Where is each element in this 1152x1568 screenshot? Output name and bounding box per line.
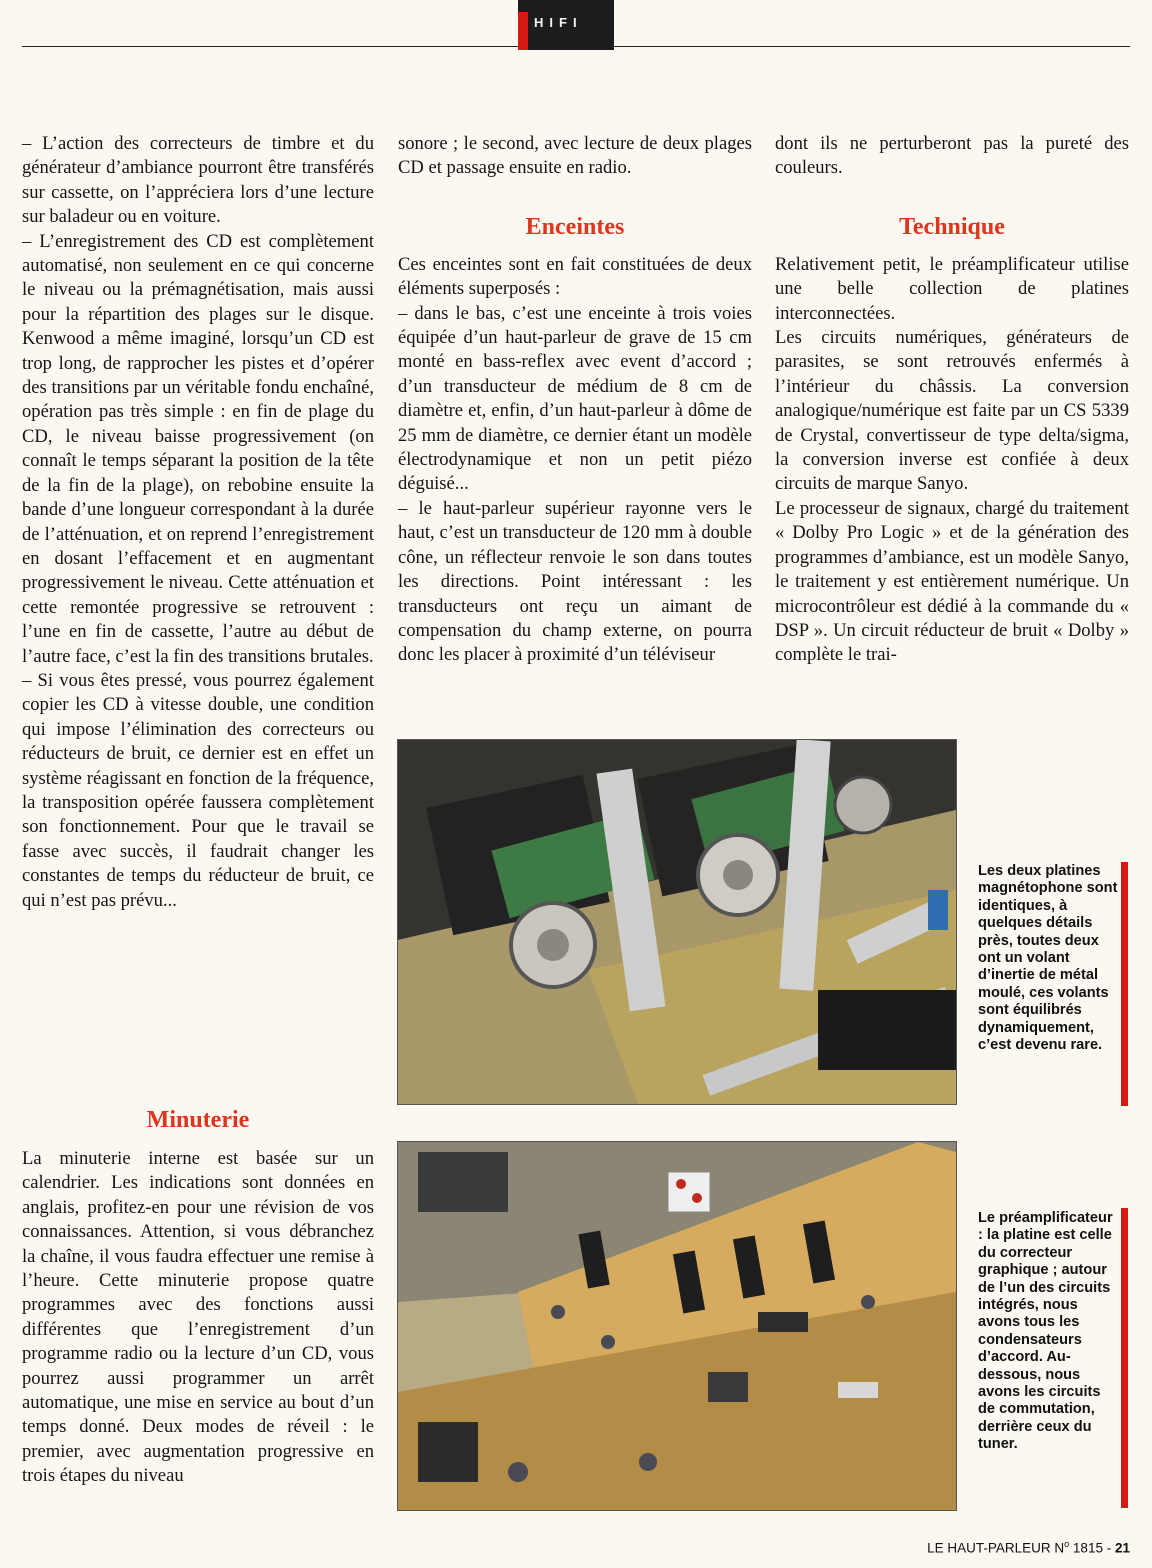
paragraph: Relativement petit, le préamplificateur utilise une belle collection de platines interconnectées. — [775, 253, 1129, 324]
paragraph: dont ils ne perturberont pas la pureté des couleurs. — [775, 133, 1129, 179]
photo-preamplifier — [397, 1141, 957, 1511]
section-label: HIFI — [534, 15, 583, 30]
column-2 — [398, 132, 752, 668]
photo-1-caption: Les deux platines magnétophone sont identiques, à quelques détails près, toutes deux ont un volant d’inertie de métal moulé, ces volants sont équilibrés dynamiquement, c’est devenu rare. — [978, 863, 1118, 1054]
paragraph: – L’action des correcteurs de timbre et du générateur d’ambiance pourront être transférés sur cassette, on l’appréciera lors d’une lecture sur baladeur ou en voiture. — [22, 133, 374, 228]
paragraph: – le haut-parleur supérieur rayonne vers le haut, c’est un transducteur de 120 mm à double cône, un réflecteur renvoie le son dans toutes les directions. Point intéressant : les transducteurs ont reçu un aimant de compensation du champ externe, on pourra donc les placer à proximité d’un téléviseur — [398, 497, 752, 666]
paragraph: Le processeur de signaux, chargé du traitement « Dolby Pro Logic » et de la génération des programmes d’ambiance, est un modèle Sanyo, le traitement y est entièrement numérique. Un microcontrôleur est dédié à la commande du « DSP ». Un circuit réducteur de bruit « Dolby » complète le trai- — [775, 497, 1129, 666]
enceintes-heading: Enceintes — [525, 213, 625, 240]
page-footer — [927, 1539, 1130, 1556]
paragraph: – L’enregistrement des CD est complètement automatisé, non seulement en ce qui concerne le niveau ou la prémagnétisation, mais aussi pour la répartition des plages sur le disque. Kenwood a même imaginé, lorsqu’un CD est trop long, de rapprocher les pistes et d’opérer des transitions par un véritable fondu enchaîné, opération pas très simple : en fin de plage du CD, le niveau baisse progressivement (on connaît le temps séparant la position de la tête de la fin de la plage), on rebobine ensuite la bande d’une longueur correspondant à la durée de l’atténuation, et on reprend l’enregistrement en dosant l’effacement et en augmentant progressivement le niveau. Cette atténuation et cette remontée progressive se retrouvent : l’une en fin de cassette, l’autre au début de l’autre face, c’est la fin des transitions brutales. — [22, 230, 374, 667]
photo-2-caption: Le préamplificateur : la platine est celle du correcteur graphique ; autour de l’un des circuits intégrés, nous avons tous les condensateurs d’accord. Au-dessous, nous avons les circuits de commutation, derrière ceux du tuner. — [978, 1210, 1113, 1453]
caption-accent-bar — [1121, 1208, 1128, 1508]
caption-accent-bar — [1121, 862, 1128, 1106]
paragraph: – dans le bas, c’est une enceinte à trois voies équipée d’un haut-parleur de grave de 15 cm monté en bass-reflex avec event d’accord ; d’un transducteur de médium de 8 cm de diamètre et, enfin, d’un haut-parleur à dôme de 25 mm de diamètre, ce dernier étant un modèle électrodynamique et non un petit piézo déguisé... — [398, 302, 752, 495]
issue-prefix: o — [1064, 1539, 1070, 1549]
paragraph: Les circuits numériques, générateurs de parasites, se sont retrouvés enfermés à l’intérieur du châssis. La conversion analogique/numérique est faite par un CS 5339 de Crystal, convertisseur de type delta/sigma, la conversion inverse est confiée à deux circuits de marque Sanyo. — [775, 327, 1129, 495]
page-number: 21 — [1114, 1540, 1130, 1556]
technique-heading: Technique — [899, 213, 1005, 240]
photo-cassette-decks — [397, 739, 957, 1105]
paragraph: sonore ; le second, avec lecture de deux plages CD et passage ensuite en radio. — [398, 133, 752, 179]
paragraph: – Si vous êtes pressé, vous pourrez également copier les CD à vitesse double, une condition qui impose l’élimination des correcteurs ou réducteurs de bruit, ce dernier est en effet un système réagissant en fonction de la fréquence, la transposition opérée faussera complètement son fonctionnement. Pour que le travail se fasse avec succès, il faudrait changer les constantes de temps du réducteur de bruit, ce qui n’est pas prévu... — [22, 669, 374, 911]
column-1 — [22, 132, 374, 913]
issue-number: 1815 - — [1072, 1540, 1112, 1556]
magazine-name: LE HAUT-PARLEUR N — [927, 1540, 1065, 1556]
paragraph: La minuterie interne est basée sur un calendrier. Les indications sont données en anglais, profitez-en pour une révision de vos connaissances. Attention, si vous débranchez la chaîne, il vous faudra effectuer une remise à l’heure. Cette minuterie propose quatre programmes avec des fonctions aussi différentes que l’enregistrement d’un programme radio ou la lecture d’un CD, vous pourrez aussi programmer un arrêt automatique, une mise en service au bout d’un temps donné. Deux modes de réveil : le premier, avec augmentation progressive en trois étapes du niveau — [22, 1148, 374, 1487]
paragraph: Ces enceintes sont en fait constituées de deux éléments superposés : — [398, 253, 752, 300]
minuterie-section — [22, 1104, 374, 1489]
section-tab-accent — [518, 12, 528, 50]
minuterie-heading: Minuterie — [146, 1107, 250, 1133]
column-3 — [775, 132, 1129, 668]
